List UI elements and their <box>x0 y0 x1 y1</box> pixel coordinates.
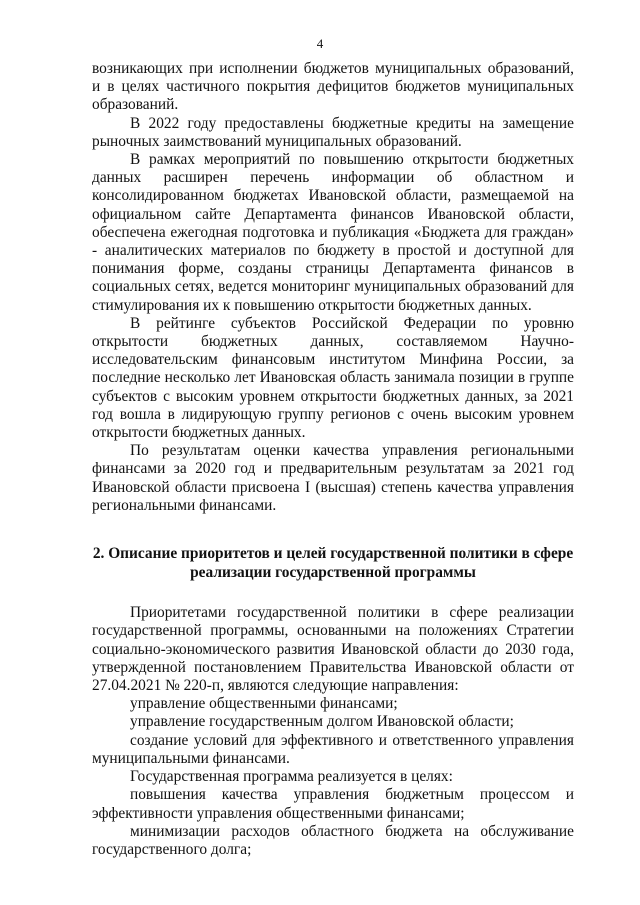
paragraph: возникающих при исполнении бюджетов муниципальных образований, и в целях частичного покрытия дефицитов бюджетов муниципальных образований. <box>92 60 574 114</box>
section-heading-line: 2. Описание приоритетов и целей государственной политики в сфере <box>92 545 574 563</box>
list-item: создание условий для эффективного и ответственного управления муниципальными финансами. <box>92 731 574 767</box>
paragraph: В рамках мероприятий по повышению открытости бюджетных данных расширен перечень информации об областном и консолидированном бюджетах Ивановской области, размещаемой на официальном сайте Департамента финансов Ивановской области, обеспечена ежегодная подготовка и публикация «Бюджета для граждан» - аналитических материалов по бюджету в простой и доступной для понимания форме, созданы страницы Департамента финансов в социальных сетях, ведется мониторинг муниципальных образований для стимулирования их к повышению открытости бюджетных данных. <box>92 151 574 314</box>
list-item: управление государственным долгом Ивановской области; <box>130 713 514 731</box>
paragraph: Государственная программа реализуется в целях: <box>130 768 453 786</box>
paragraph: По результатам оценки качества управления региональными финансами за 2020 год и предварительным результатам за 2021 год Ивановской области присвоена I (высшая) степень качества управления региональными финансами. <box>92 442 574 514</box>
document-body <box>92 60 574 859</box>
list-item: минимизации расходов областного бюджета на обслуживание государственного долга; <box>92 822 574 858</box>
paragraph: Приоритетами государственной политики в сфере реализации государственной программы, основанными на положениях Стратегии социально-экономического развития Ивановской области до 2030 года, утвержденной постановлением Правительства Ивановской области от 27.04.2021 № 220-п, являются следующие направления: <box>92 604 574 695</box>
list-item: повышения качества управления бюджетным процессом и эффективности управления общественными финансами; <box>92 786 574 822</box>
paragraph: В 2022 году предоставлены бюджетные кредиты на замещение рыночных заимствований муниципальных образований. <box>92 114 574 150</box>
section-heading <box>92 545 574 582</box>
page-number: 4 <box>316 36 324 51</box>
list-item: управление общественными финансами; <box>130 695 398 713</box>
paragraph: В рейтинге субъектов Российской Федерации по уровню открытости бюджетных данных, составляемом Научно-исследовательским финансовым институтом Минфина России, за последние несколько лет Ивановская область занимала позиции в группе субъектов с высоким уровнем открытости бюджетных данных, за 2021 год вошла в лидирующую группу регионов с очень высоким уровнем открытости бюджетных данных. <box>92 314 574 442</box>
section-heading-line: реализации государственной программы <box>190 563 476 581</box>
